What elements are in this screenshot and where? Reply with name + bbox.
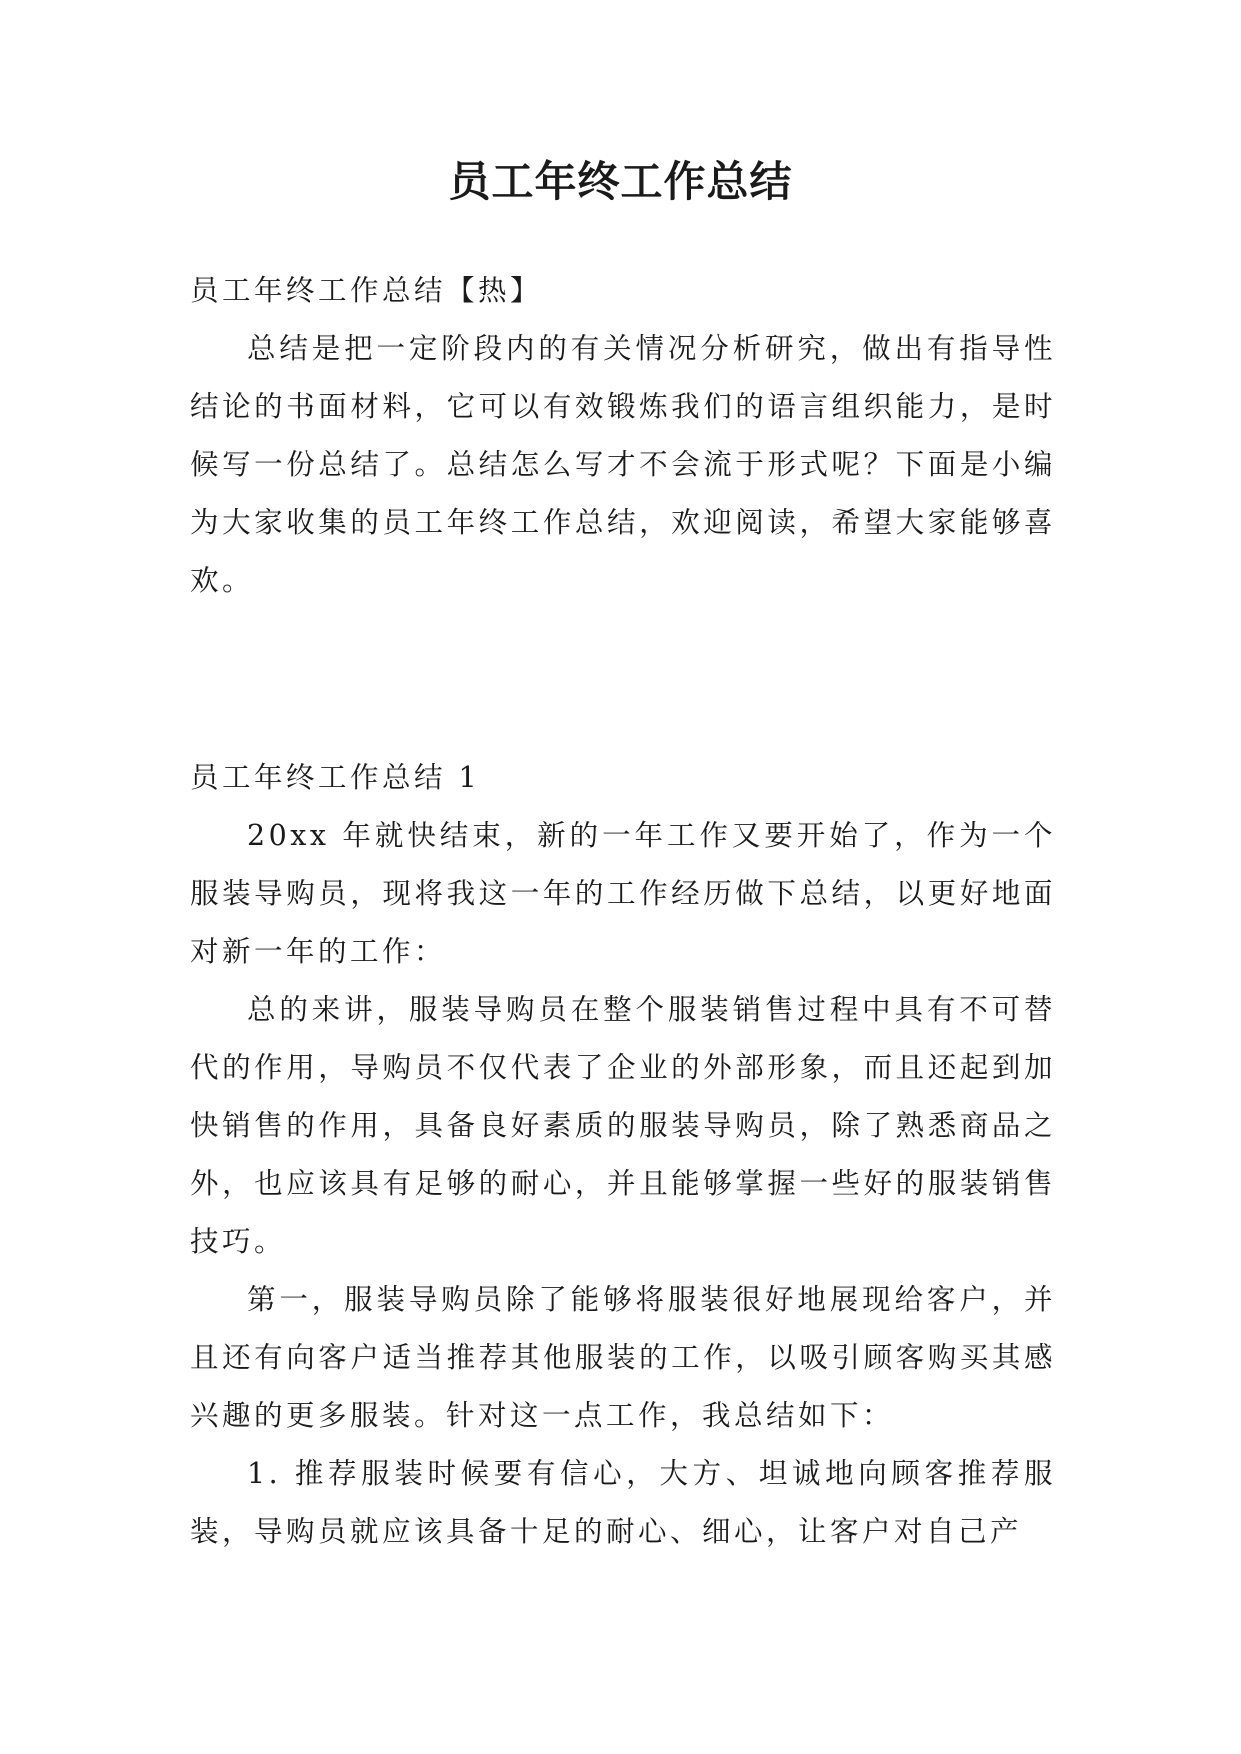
section-1-heading: 员工年终工作总结 1 — [190, 761, 481, 794]
section-1-paragraph: 1. 推荐服装时候要有信心，大方、坦诚地向顾客推荐服装，导购员就应该具备十足的耐心、细心，让客户对自己产 — [190, 1457, 1056, 1548]
section-1 — [190, 749, 1056, 1561]
section-1-paragraph: 20xx 年就快结束，新的一年工作又要开始了，作为一个服装导购员，现将我这一年的工作经历做下总结，以更好地面对新一年的工作： — [190, 819, 1056, 968]
intro-paragraph: 总结是把一定阶段内的有关情况分析研究，做出有指导性结论的书面材料，它可以有效锻炼我们的语言组织能力，是时候写一份总结了。总结怎么写才不会流于形式呢？下面是小编为大家收集的员工年终工作总结，欢迎阅读，希望大家能够喜欢。 — [190, 332, 1056, 597]
section-1-paragraph: 总的来讲，服装导购员在整个服装销售过程中具有不可替代的作用，导购员不仅代表了企业的外部形象，而且还起到加快销售的作用，具备良好素质的服装导购员，除了熟悉商品之外，也应该具有足够的耐心，并且能够掌握一些好的服装销售技巧。 — [190, 993, 1056, 1258]
intro-heading: 员工年终工作总结【热】 — [190, 274, 543, 307]
intro-section — [190, 262, 1056, 610]
section-1-paragraph: 第一，服装导购员除了能够将服装很好地展现给客户，并且还有向客户适当推荐其他服装的工作，以吸引顾客购买其感兴趣的更多服装。针对这一点工作，我总结如下： — [190, 1283, 1056, 1432]
document-title: 员工年终工作总结 — [448, 157, 793, 206]
